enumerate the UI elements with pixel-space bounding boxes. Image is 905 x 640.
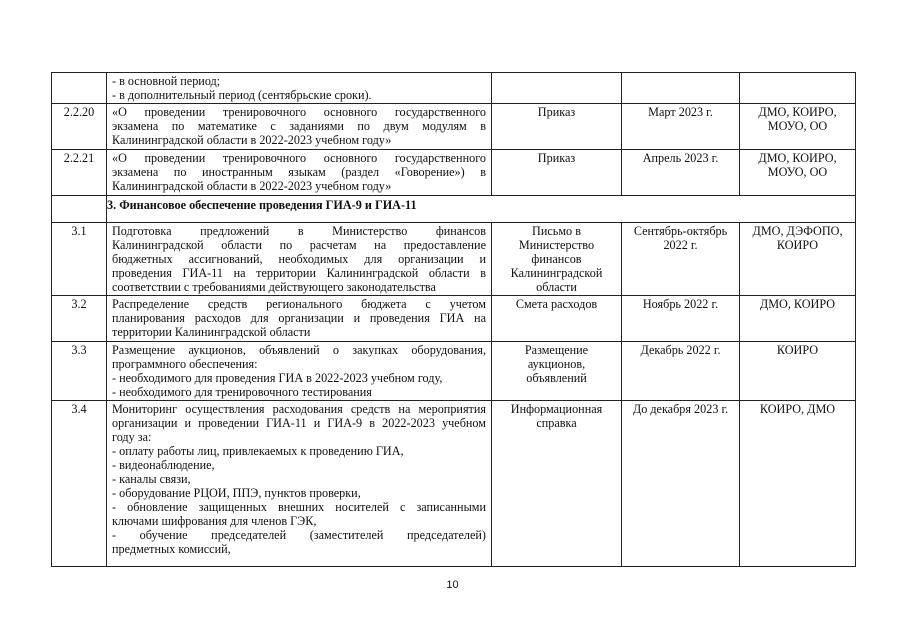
- item-number: 3.1: [52, 223, 107, 296]
- description-line: - обучение председателей (заместителей председателей): [112, 528, 486, 542]
- description-line: Размещение аукционов, объявлений о закупках оборудования,: [112, 343, 486, 357]
- item-document: Приказ: [492, 104, 622, 150]
- item-responsible: ДМО, КОИРО, МОУО, ОО: [740, 104, 856, 150]
- description-line: ключами шифрования для членов ГЭК,: [112, 514, 317, 528]
- table-row: [52, 150, 856, 196]
- item-document: [492, 73, 622, 104]
- section-header-row: [52, 196, 856, 223]
- table-row: [52, 104, 856, 150]
- page-number: 10: [446, 579, 459, 591]
- table-row: [52, 401, 856, 567]
- description-line: Распределение средств регионального бюджета с учетом: [112, 297, 486, 311]
- item-number: 2.2.20: [52, 104, 107, 150]
- description-line: программного обеспечения:: [112, 357, 258, 371]
- item-responsible: ДМО, КОИРО: [740, 296, 856, 342]
- item-date: Апрель 2023 г.: [622, 150, 740, 196]
- item-description: [107, 150, 492, 196]
- description-line: - необходимого для тренировочного тестирования: [112, 385, 372, 399]
- item-date: Декабрь 2022 г.: [622, 342, 740, 401]
- description-line: - необходимого для проведения ГИА в 2022-2023 учебном году,: [112, 371, 443, 385]
- item-description: [107, 296, 492, 342]
- description-line: - видеонаблюдение,: [112, 458, 215, 472]
- description-line: предметных комиссий,: [112, 542, 231, 556]
- description-line: - в дополнительный период (сентябрьские сроки).: [112, 88, 372, 102]
- description-line: экзамена по иностранным языкам (раздел «Говорение») в: [112, 165, 486, 179]
- item-date: Март 2023 г.: [622, 104, 740, 150]
- item-document: Размещение аукционов, объявлений: [492, 342, 622, 401]
- item-responsible: ДМО, КОИРО, МОУО, ОО: [740, 150, 856, 196]
- item-responsible: ДМО, ДЭФОПО, КОИРО: [740, 223, 856, 296]
- item-responsible: КОИРО, ДМО: [740, 401, 856, 567]
- item-date: До декабря 2023 г.: [622, 401, 740, 567]
- description-line: - оборудование РЦОИ, ППЭ, пунктов проверки,: [112, 486, 361, 500]
- table-row: [52, 296, 856, 342]
- item-number: 3.3: [52, 342, 107, 401]
- description-line: организации и проведении ГИА-11 и ГИА-9 в 2022-2023 учебном: [112, 416, 486, 430]
- item-description: [107, 342, 492, 401]
- description-line: Мониторинг осуществления расходования средств на мероприятия: [112, 402, 486, 416]
- item-document: Информационная справка: [492, 401, 622, 567]
- plan-table: [51, 72, 856, 567]
- description-line: «О проведении тренировочного основного государственного: [112, 105, 486, 119]
- description-line: - в основной период;: [112, 74, 221, 88]
- description-line: - обновление защищенных внешних носителей с записанными: [112, 500, 486, 514]
- item-number: 3.2: [52, 296, 107, 342]
- description-line: Калининградской области по расчетам на предоставление: [112, 238, 486, 252]
- item-document: Письмо в Министерство финансов Калининградской области: [492, 223, 622, 296]
- item-number: 3.4: [52, 401, 107, 567]
- item-date: Сентябрь-октябрь 2022 г.: [622, 223, 740, 296]
- description-line: - каналы связи,: [112, 472, 191, 486]
- table-row: [52, 73, 856, 104]
- section-title: 3. Финансовое обеспечение проведения ГИА-9 и ГИА-11: [107, 196, 856, 223]
- item-description: [107, 223, 492, 296]
- item-description: [107, 401, 492, 567]
- item-responsible: КОИРО: [740, 342, 856, 401]
- description-line: году за:: [112, 430, 152, 444]
- description-line: планирования расходов для организации и проведения ГИА на: [112, 311, 486, 325]
- item-date: Ноябрь 2022 г.: [622, 296, 740, 342]
- item-responsible: [740, 73, 856, 104]
- item-date: [622, 73, 740, 104]
- item-number: [52, 73, 107, 104]
- item-document: Смета расходов: [492, 296, 622, 342]
- description-line: экзамена по математике с заданиями по двум модулям в: [112, 119, 486, 133]
- item-number: 2.2.21: [52, 150, 107, 196]
- description-line: соответствии с требованиями действующего законодательства: [112, 280, 436, 294]
- item-description: [107, 73, 492, 104]
- description-line: «О проведении тренировочного основного государственного: [112, 151, 486, 165]
- section-spacer: [52, 196, 107, 223]
- table-row: [52, 223, 856, 296]
- description-line: бюджетных ассигнований, необходимых для организации и: [112, 252, 486, 266]
- description-line: территории Калининградской области: [112, 325, 311, 339]
- description-line: Калининградской области в 2022-2023 учебном году»: [112, 179, 392, 193]
- description-line: - оплату работы лиц, привлекаемых к проведению ГИА,: [112, 444, 404, 458]
- item-document: Приказ: [492, 150, 622, 196]
- description-line: проведения ГИА-11 на территории Калининградской области в: [112, 266, 486, 280]
- item-description: [107, 104, 492, 150]
- description-line: Калининградской области в 2022-2023 учебном году»: [112, 133, 392, 147]
- table-row: [52, 342, 856, 401]
- description-line: Подготовка предложений в Министерство финансов: [112, 224, 486, 238]
